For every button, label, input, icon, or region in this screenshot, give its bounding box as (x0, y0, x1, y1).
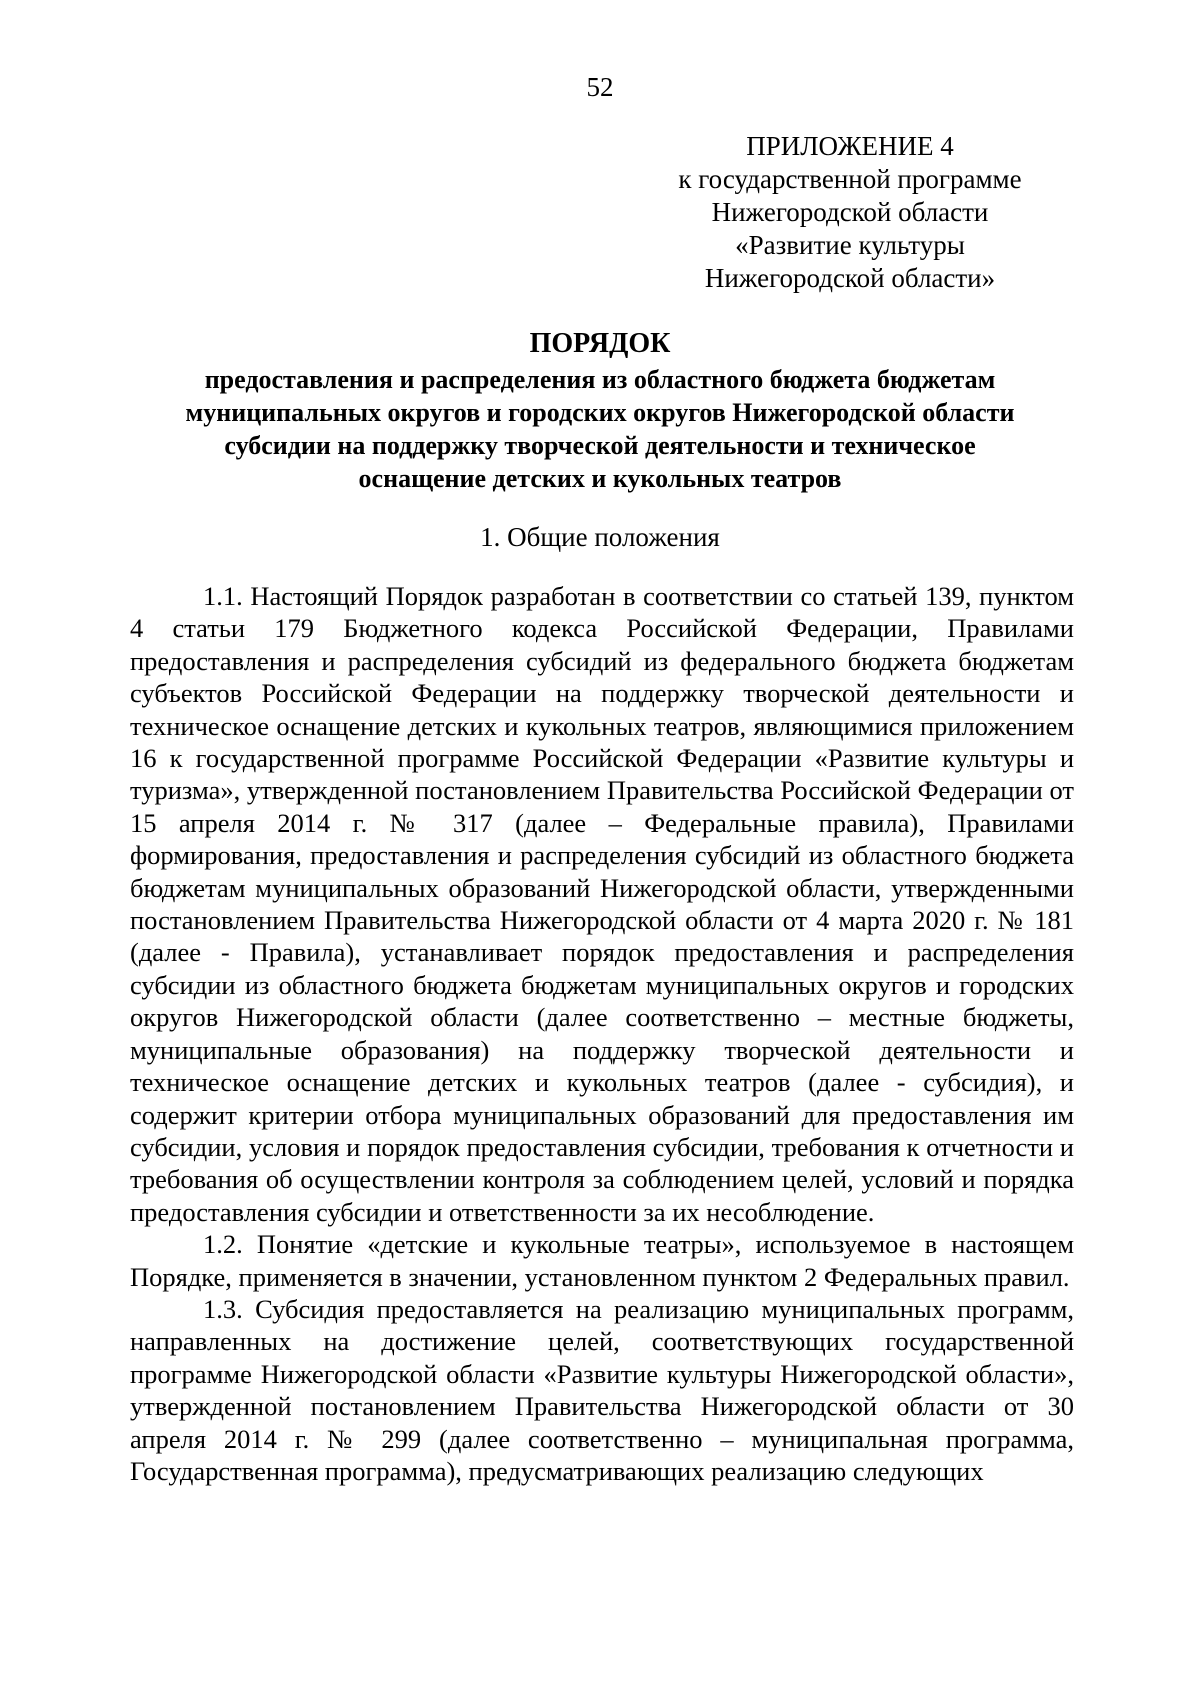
appendix-line: к государственной программе (678, 164, 1022, 194)
appendix-line: Нижегородской области (711, 197, 989, 227)
appendix-block (640, 130, 1060, 295)
section-heading: 1. Общие положения (480, 522, 720, 552)
title-main: ПОРЯДОК (529, 328, 671, 359)
title-subtitle-line: оснащение детских и кукольных театров (358, 464, 842, 493)
appendix-line: «Развитие культуры (735, 230, 965, 260)
page-number: 52 (586, 72, 614, 102)
paragraph: 1.1. Настоящий Порядок разработан в соответствии со статьей 139, пунктом 4 статьи 179 Бюджетного кодекса Российской Федерации, Правилами предоставления и распределения субсидий из федерального бюджета бюджетам субъектов Российской Федерации на поддержку творческой деятельности и техническое оснащение детских и кукольных театров, являющимися приложением 16 к государственной программе Российской Федерации «Развитие культуры и туризма», утвержденной постановлением Правительства Российской Федерации от 15 апреля 2014 г. № 317 (далее – Федеральные правила), Правилами формирования, предоставления и распределения субсидий из областного бюджета бюджетам муниципальных образований Нижегородской области, утвержденными постановлением Правительства Нижегородской области от 4 марта 2020 г. № 181 (далее - Правила), устанавливает порядок предоставления и распределения субсидии из областного бюджета бюджетам муниципальных округов и городских округов Нижегородской области (далее соответственно – местные бюджеты, муниципальные образования) на поддержку творческой деятельности и техническое оснащение детских и кукольных театров (далее - субсидия), и содержит критерии отбора муниципальных образований для предоставления им субсидии, условия и порядок предоставления субсидии, требования к отчетности и требования об осуществлении контроля за соблюдением целей, условий и порядка предоставления субсидии и ответственности за их несоблюдение. (130, 581, 1074, 1227)
title-subtitle-line: предоставления и распределения из областного бюджета бюджетам (204, 365, 996, 394)
document-title (130, 327, 1070, 495)
title-subtitle-line: субсидии на поддержку творческой деятельности и техническое (224, 431, 976, 460)
title-subtitle (130, 363, 1070, 495)
section-body (130, 580, 1074, 1487)
title-subtitle-line: муниципальных округов и городских округов Нижегородской области (185, 398, 1015, 427)
paragraph: 1.3. Субсидия предоставляется на реализацию муниципальных программ, направленных на достижение целей, соответствующих государственной программе Нижегородской области «Развитие культуры Нижегородской области», утвержденной постановлением Правительства Нижегородской области от 30 апреля 2014 г. № 299 (далее соответственно – муниципальная программа, Государственная программа), предусматривающих реализацию следующих (130, 1293, 1074, 1486)
appendix-line: ПРИЛОЖЕНИЕ 4 (746, 131, 954, 161)
appendix-line: Нижегородской области» (704, 263, 996, 293)
paragraph: 1.2. Понятие «детские и кукольные театры», используемое в настоящем Порядке, применяется в значении, установленном пунктом 2 Федеральных правил. (130, 1229, 1074, 1292)
